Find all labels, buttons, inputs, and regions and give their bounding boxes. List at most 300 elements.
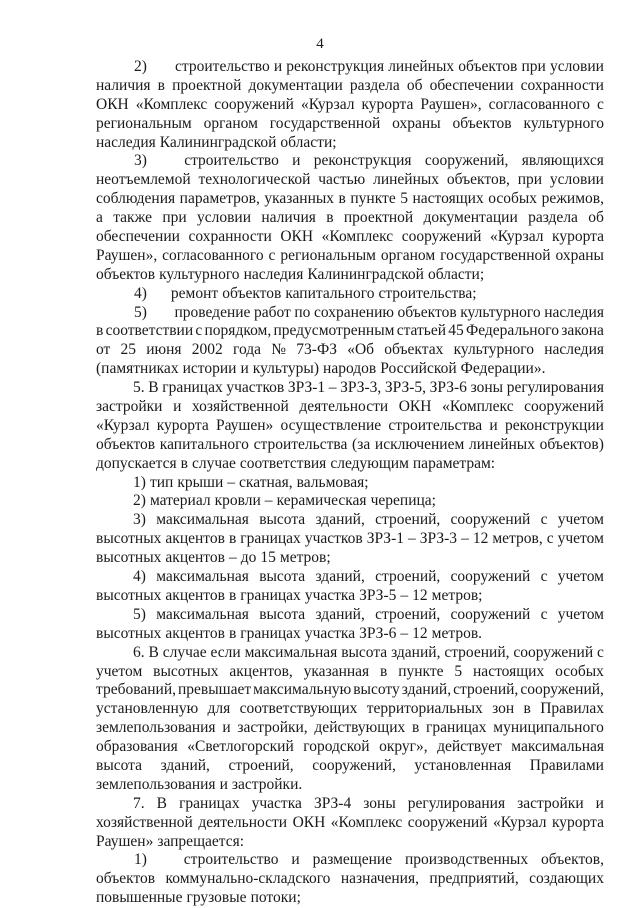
word: региональным	[280, 246, 376, 264]
word: зданий,	[315, 568, 365, 586]
word: народов	[323, 360, 377, 378]
text-line	[96, 587, 604, 606]
word: территориальных	[366, 700, 483, 718]
word: «Курзал	[300, 95, 355, 113]
word: высота	[259, 511, 306, 529]
word: в	[228, 586, 237, 604]
word: а	[96, 209, 103, 227]
word: в	[411, 719, 420, 737]
word: и	[240, 360, 249, 378]
text-line	[96, 870, 604, 889]
word: в	[338, 190, 346, 208]
word: курорта	[156, 416, 209, 434]
word: Раушен»	[215, 416, 274, 434]
word: и	[292, 152, 301, 170]
word: учетом	[557, 530, 604, 548]
text-line	[96, 152, 604, 171]
word: 4)	[133, 568, 146, 586]
word: следующим	[330, 454, 409, 472]
word: обеспечении	[429, 76, 514, 94]
word: назначения,	[340, 870, 419, 888]
word: согласованного	[162, 246, 264, 264]
word: охраны	[555, 246, 604, 264]
word: тип	[149, 473, 174, 491]
word: 6.	[133, 643, 145, 661]
word: в	[157, 76, 165, 94]
word: курорта	[552, 228, 604, 246]
word: капитального	[159, 435, 249, 453]
word: 2)	[134, 58, 147, 75]
word: культурного	[460, 303, 541, 321]
word: –	[264, 492, 273, 510]
word: объектов	[458, 58, 518, 75]
word: требований,	[96, 681, 176, 699]
word: границах	[179, 794, 240, 812]
text-line	[96, 474, 604, 493]
word: проектной	[343, 209, 414, 227]
paragraph-item-5-heritage	[96, 304, 604, 380]
word: являющихся	[521, 152, 604, 170]
paragraph-point-5-5	[96, 606, 604, 644]
word: указанная	[303, 662, 370, 680]
word: от	[96, 341, 111, 359]
word: Федерального	[466, 322, 560, 340]
word: объектов)	[539, 435, 604, 453]
word: пункте	[398, 662, 444, 680]
word: (за	[352, 435, 371, 453]
word: черепица;	[370, 492, 436, 510]
text-line	[96, 606, 604, 625]
word: участка	[304, 586, 356, 604]
word: до	[240, 549, 257, 567]
word: с	[195, 322, 203, 340]
word: региональным	[96, 114, 192, 132]
word: объектов	[397, 303, 457, 321]
word: культурного	[523, 114, 604, 132]
word: в	[326, 209, 334, 227]
word: 2)	[133, 492, 146, 510]
text-line	[96, 549, 604, 568]
word: строительство	[183, 851, 279, 869]
text-line	[96, 58, 604, 77]
word: границах	[240, 586, 301, 604]
word: метров;	[431, 586, 483, 604]
word: линейных	[373, 171, 440, 189]
word: 15	[260, 549, 276, 567]
word: «Об	[347, 341, 375, 359]
word: участка	[251, 794, 302, 812]
word: для	[207, 700, 231, 718]
text-line	[96, 776, 604, 795]
word: 5)	[134, 303, 147, 321]
word: максимальная	[156, 568, 249, 586]
word: 7.	[133, 794, 145, 812]
paragraph-point-5-2	[96, 492, 604, 511]
word: режимов,	[541, 190, 604, 208]
word: и	[273, 58, 283, 75]
text-line	[96, 247, 604, 266]
word: «Комплекс	[321, 228, 394, 246]
word: в	[228, 530, 237, 548]
word: закона	[561, 322, 604, 340]
word: условии	[549, 171, 604, 189]
word: участка	[304, 624, 356, 642]
word: органом	[380, 246, 436, 264]
text-line	[96, 360, 604, 379]
word: коммунально-складского	[165, 870, 331, 888]
word: №	[271, 341, 287, 359]
text-line	[96, 304, 604, 323]
word: регулирования	[506, 379, 604, 397]
word: истории	[182, 360, 237, 378]
word: охраны	[392, 114, 441, 132]
word: акцентов	[165, 549, 225, 567]
word: осуществление	[280, 416, 382, 434]
word: –	[227, 473, 236, 491]
word: и	[173, 398, 182, 416]
word: высота	[341, 643, 388, 661]
word: –	[408, 530, 416, 548]
word: застройки	[517, 794, 584, 812]
word: предусмотренным	[273, 322, 395, 340]
word: строений,	[453, 681, 519, 699]
word: Правилами	[529, 756, 604, 774]
word: культуры)	[252, 360, 320, 378]
word: В	[148, 643, 159, 661]
word: городской	[303, 738, 370, 756]
word: ЗРЗ-6	[429, 379, 467, 397]
paragraph-item-4-repair	[96, 285, 604, 304]
word: органом	[203, 114, 258, 132]
word: 3)	[134, 152, 147, 170]
text-line	[96, 96, 604, 115]
word: материал	[149, 492, 211, 510]
word: учетом	[96, 662, 143, 680]
text-line	[96, 757, 604, 776]
word: высота	[259, 568, 306, 586]
text-line	[96, 285, 604, 304]
word: акцентов,	[229, 662, 293, 680]
word: высоту	[353, 681, 400, 699]
word: хозяйственной	[96, 813, 193, 831]
text-line	[96, 511, 604, 530]
word: строительства;	[378, 284, 477, 302]
word: 4)	[134, 284, 147, 302]
word: участков	[304, 530, 363, 548]
word: в	[380, 662, 388, 680]
word: курорта	[552, 813, 604, 831]
word: 5.	[133, 379, 145, 397]
text-line	[96, 530, 604, 549]
text-line	[96, 455, 604, 474]
word: государственной	[440, 246, 551, 264]
text-line	[96, 625, 604, 644]
word: обеспечении	[96, 228, 180, 246]
word: скатная,	[239, 473, 293, 491]
word: настоящих	[473, 662, 545, 680]
word: ОКН	[398, 398, 432, 416]
word: исключением	[374, 435, 465, 453]
text-line	[96, 77, 604, 96]
word: запрещается:	[157, 832, 245, 850]
word: максимальная	[156, 511, 249, 529]
word: «Светлогорский	[187, 738, 294, 756]
word: наличия	[261, 209, 316, 227]
word: 25	[120, 341, 137, 359]
word: границах	[240, 530, 301, 548]
text-line	[96, 719, 604, 738]
word: курорта	[361, 95, 414, 113]
word: максимальную	[253, 681, 352, 699]
word: деятельности	[198, 813, 288, 831]
text-line	[96, 436, 604, 455]
word: сооружений	[214, 95, 294, 113]
text-line	[96, 814, 604, 833]
word: с	[540, 511, 548, 529]
word: допускается	[96, 454, 177, 472]
word: застройки.	[231, 775, 303, 793]
word: параметров,	[179, 190, 260, 208]
word: Федерации».	[460, 360, 546, 378]
word: сооружений,	[520, 681, 604, 699]
word: 5	[400, 190, 408, 208]
word: линейных	[468, 435, 535, 453]
word: потоки;	[250, 889, 301, 907]
word: реконструкции	[504, 416, 604, 434]
word: ЗРЗ-6	[359, 624, 397, 642]
word: –	[400, 586, 409, 604]
text-line	[96, 738, 604, 757]
word: кровли	[214, 492, 261, 510]
word: области;	[280, 133, 337, 151]
word: соответствии	[105, 322, 194, 340]
text-line	[96, 115, 604, 134]
word: частью	[318, 171, 366, 189]
word: –	[228, 549, 237, 567]
word: ЗРЗ-5,	[384, 379, 427, 397]
word: и	[291, 851, 300, 869]
word: «Комплекс	[330, 813, 403, 831]
text-line	[96, 322, 604, 341]
word: «Курзал	[489, 228, 544, 246]
word: Калининградской	[159, 133, 277, 151]
word: строительство	[175, 58, 270, 75]
word: «Комплекс	[442, 398, 514, 416]
word: 12	[472, 530, 489, 548]
word: июня	[146, 341, 182, 359]
word: 12	[412, 586, 428, 604]
word: объектов	[222, 284, 282, 302]
word: объектов	[96, 870, 156, 888]
word: ЗРЗ-3	[419, 530, 458, 548]
word: максимальная	[156, 605, 249, 623]
word: максимальная	[244, 643, 338, 661]
word: случае	[162, 643, 207, 661]
word: если	[210, 643, 241, 661]
word: действует	[437, 738, 502, 756]
word: производственных	[404, 851, 529, 869]
word: при	[521, 58, 546, 75]
word: строений,	[375, 605, 441, 623]
word: особых	[488, 190, 538, 208]
word: случае	[191, 454, 236, 472]
word: объектов,	[540, 851, 604, 869]
word: В	[148, 379, 159, 397]
word: зоны	[470, 379, 504, 397]
word: 1)	[134, 851, 147, 869]
word: ЗРЗ-4	[313, 794, 352, 812]
word: сооружений	[407, 813, 488, 831]
word: сооружений	[450, 511, 531, 529]
word: акцентов	[165, 530, 225, 548]
word: и	[219, 775, 228, 793]
text-line	[96, 833, 604, 852]
word: сооружений,	[424, 152, 509, 170]
word: грузовые	[186, 889, 247, 907]
word: настоящих	[412, 190, 484, 208]
word: неотъемлемой	[96, 171, 191, 189]
paragraph-item-2-linear	[96, 58, 604, 152]
text-line	[96, 190, 604, 209]
word: учетом	[557, 568, 604, 586]
text-line	[96, 492, 604, 511]
word: высотных	[96, 530, 162, 548]
word: границах	[426, 719, 487, 737]
word: землепользования	[96, 719, 216, 737]
word: при	[517, 171, 543, 189]
text-line	[96, 700, 604, 719]
word: создающих	[529, 870, 604, 888]
word: указанных	[264, 190, 335, 208]
word: 1)	[133, 473, 146, 491]
paragraph-point-6	[96, 644, 604, 795]
paragraph-point-5	[96, 379, 604, 473]
word: Российской	[380, 360, 457, 378]
word: объектов,	[446, 171, 510, 189]
word: также	[113, 209, 152, 227]
word: повышенные	[96, 889, 183, 907]
word: реконструкция	[313, 152, 412, 170]
word: строительства	[253, 435, 348, 453]
word: пункте	[350, 190, 396, 208]
word: «Курзал	[96, 416, 150, 434]
word: акцентов	[165, 586, 225, 604]
word: размещение	[312, 851, 393, 869]
word: ЗРЗ-1	[366, 530, 404, 548]
word: работ	[253, 303, 291, 321]
word: строений,	[444, 643, 510, 661]
word: сооружений	[524, 398, 604, 416]
word: высотных	[96, 624, 162, 642]
word: муниципального	[493, 719, 604, 737]
word: наличия	[96, 76, 151, 94]
word: Калининградской	[307, 265, 424, 283]
word: установленную	[96, 700, 199, 718]
word: года	[233, 341, 262, 359]
text-line	[96, 568, 604, 587]
word: 45	[448, 322, 464, 340]
word: строений,	[228, 756, 294, 774]
text-line	[96, 171, 604, 190]
word: при	[162, 209, 187, 227]
word: высота	[259, 605, 306, 623]
word: 73-ФЗ	[296, 341, 337, 359]
page-number: 4	[316, 36, 324, 52]
word: ОКН	[292, 813, 326, 831]
word: объектов	[96, 435, 156, 453]
word: 2002	[191, 341, 223, 359]
word: сохранению	[314, 303, 394, 321]
word: зданий,	[391, 643, 441, 661]
word: соответствия	[239, 454, 327, 472]
word: документации	[248, 76, 343, 94]
word: наследия	[544, 303, 604, 321]
word: с	[540, 568, 548, 586]
word: статьей	[396, 322, 447, 340]
word: документации	[423, 209, 518, 227]
word: в	[228, 624, 237, 642]
text-line	[96, 134, 604, 153]
paragraph-item-3-structures	[96, 152, 604, 284]
word: сооружений	[450, 605, 531, 623]
text-line	[96, 663, 604, 682]
word: объектов	[96, 265, 156, 283]
word: Раушен»,	[420, 95, 482, 113]
text-line	[96, 681, 604, 700]
word: условии	[549, 58, 604, 75]
word: наследия	[544, 341, 604, 359]
text-line	[96, 379, 604, 398]
text-line	[96, 644, 604, 663]
word: и	[595, 794, 604, 812]
text-line	[96, 266, 604, 285]
word: проектной	[172, 76, 242, 94]
word: вальмовая;	[296, 473, 369, 491]
word: с	[540, 605, 548, 623]
word: раздела	[349, 76, 400, 94]
word: зоны	[363, 794, 396, 812]
word: Раушен»	[96, 832, 154, 850]
word: реконструкция	[286, 58, 385, 75]
word: строительства	[388, 416, 483, 434]
word: 12	[412, 624, 428, 642]
word: сооружений,	[312, 756, 396, 774]
word: –	[328, 379, 337, 397]
word: капитального	[285, 284, 375, 302]
word: государственной	[269, 114, 381, 132]
word: ЗРЗ-3,	[340, 379, 382, 397]
word: области;	[428, 265, 485, 283]
word: границах	[162, 379, 223, 397]
text-line	[96, 341, 604, 360]
word: «Комплекс	[135, 95, 208, 113]
word: установленная	[414, 756, 512, 774]
word: объектах	[384, 341, 444, 359]
word: ОКН	[280, 228, 314, 246]
text-line	[96, 228, 604, 247]
word: зданий,	[401, 681, 452, 699]
word: объектов	[452, 114, 512, 132]
word: 5)	[133, 605, 146, 623]
text-line	[96, 209, 604, 228]
word: соответствующих	[239, 700, 358, 718]
word: высотных	[96, 586, 162, 604]
word: образования	[96, 738, 178, 756]
document-body	[96, 58, 604, 908]
word: 5	[454, 662, 463, 680]
word: застройки	[96, 398, 163, 416]
word: метров;	[279, 549, 331, 567]
